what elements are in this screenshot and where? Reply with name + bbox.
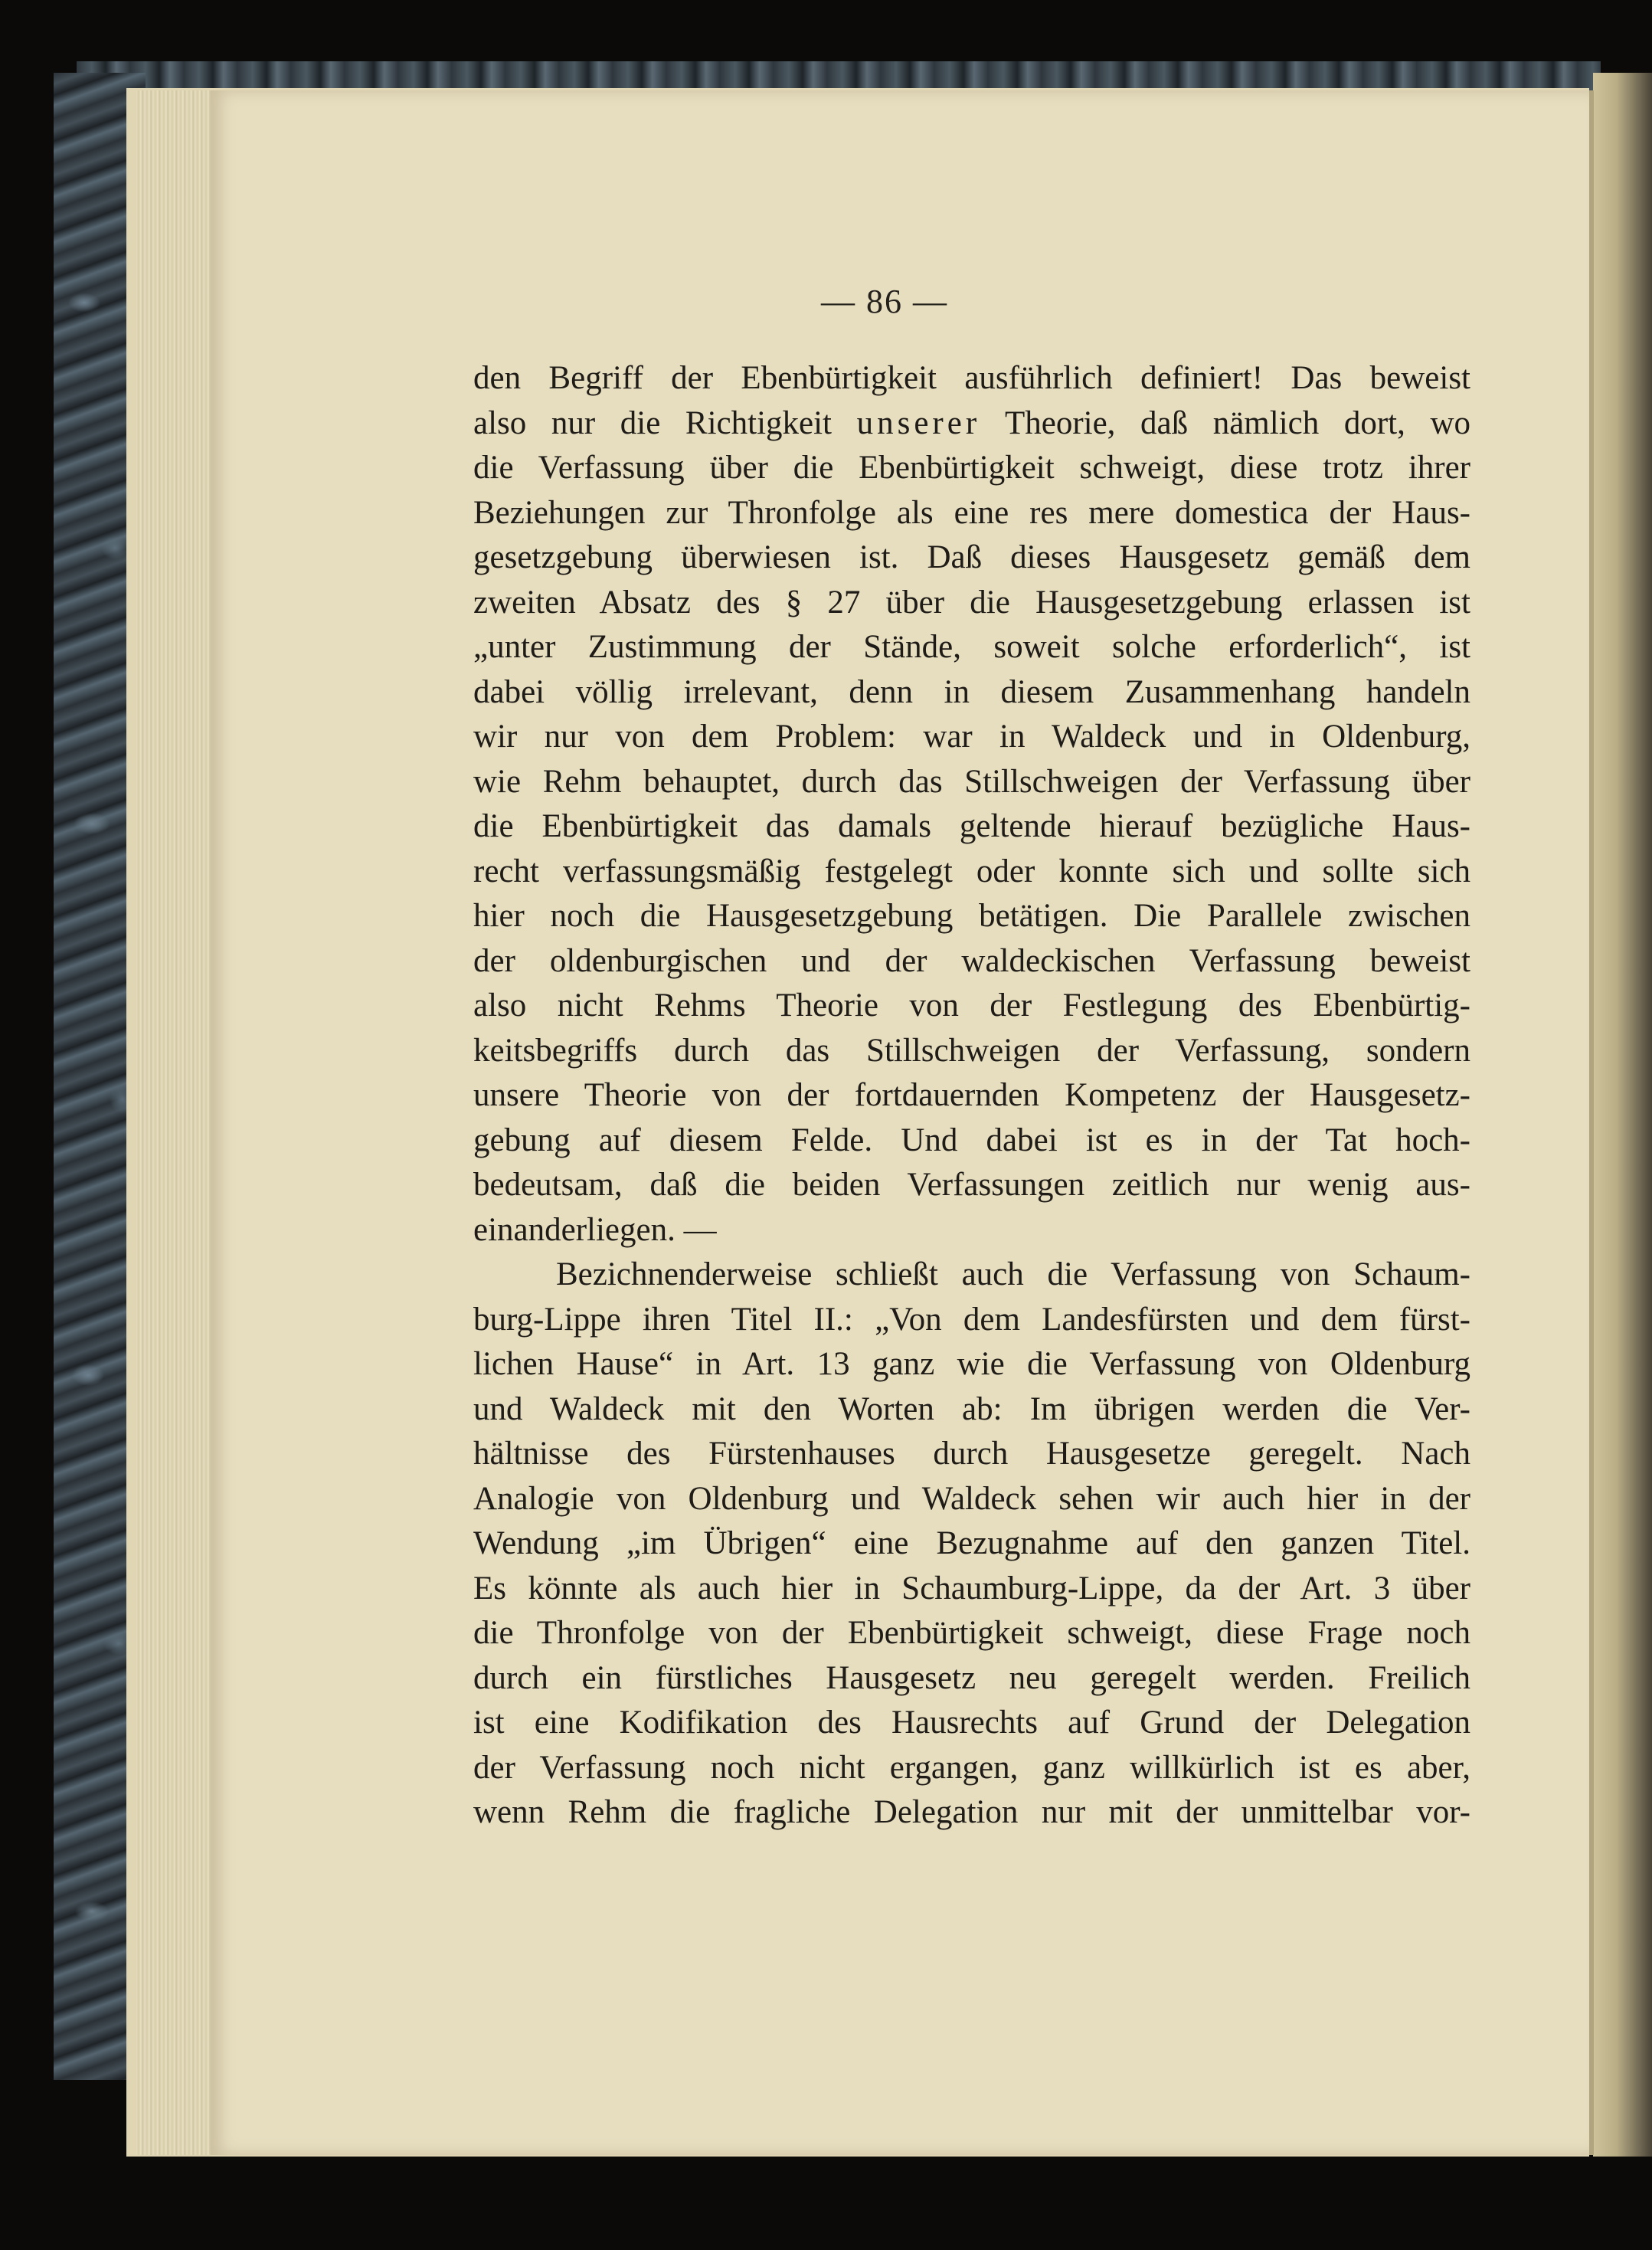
text-line: und Waldeck mit den Worten ab: Im übrigen werden die Ver- [473,1390,1470,1427]
text-line: gebung auf diesem Felde. Und dabei ist es in der Tat hoch- [473,1122,1470,1158]
text-line: keitsbegriffs durch das Stillschweigen der Verfassung, sondern [473,1032,1470,1069]
gutter-fold [1589,90,1594,2155]
text-line: zweiten Absatz des § 27 über die Hausgesetzgebung erlassen ist [473,584,1470,621]
text-line: hier noch die Hausgesetzgebung betätigen. Die Parallele zwischen [473,898,1470,934]
text-line: den Begriff der Ebenbürtigkeit ausführlich definiert! Das beweist [473,360,1470,396]
text-line: der oldenburgischen und der waldeckischen Verfassung beweist [473,942,1470,979]
text-line: bedeutsam, daß die beiden Verfassungen zeitlich nur wenig aus- [473,1167,1470,1203]
text-line: Bezichnenderweise schließt auch die Verfassung von Schaum- [556,1256,1470,1292]
text-line: Es könnte als auch hier in Schaumburg-Lippe, da der Art. 3 über [473,1570,1470,1606]
text-line: die Ebenbürtigkeit das damals geltende hierauf bezügliche Haus- [473,808,1470,844]
text-line [473,401,1470,447]
text-line: also nicht Rehms Theorie von der Festlegung des Ebenbürtig- [473,987,1470,1023]
text-line: burg-Lippe ihren Titel II.: „Von dem Landesfürsten und dem fürst- [473,1301,1470,1338]
text-line: die Verfassung über die Ebenbürtigkeit schweigt, diese trotz ihrer [473,450,1470,486]
text-line: die Thronfolge von der Ebenbürtigkeit schweigt, diese Frage noch [473,1615,1470,1651]
text-line: durch ein fürstliches Hausgesetz neu geregelt werden. Freilich [473,1659,1470,1696]
text-line: wie Rehm behauptet, durch das Stillschweigen der Verfassung über [473,763,1470,800]
page-edges [136,90,221,2155]
text-line: ist eine Kodifikation des Hausrechts auf Grund der Delegation [473,1705,1470,1741]
body-text [473,356,1470,1836]
text-line: unsere Theorie von der fortdauernden Kompetenz der Hausgesetz- [473,1077,1470,1113]
text-line: wenn Rehm die fragliche Delegation nur mit der unmittelbar vor- [473,1794,1470,1830]
page-number: — 86 — [821,283,948,320]
text-line: der Verfassung noch nicht ergangen, ganz willkürlich ist es aber, [473,1749,1470,1786]
opposite-page-edge [1593,73,1652,2157]
text-segment: Theorie, daß nämlich dort, wo [980,404,1471,441]
text-line: hältnisse des Fürstenhauses durch Hausgesetze geregelt. Nach [473,1436,1470,1472]
text-line: gesetzgebung überwiesen ist. Daß dieses Hausgesetz gemäß dem [473,539,1470,575]
text-line: dabei völlig irrelevant, denn in diesem Zusammenhang handeln [473,673,1470,710]
emphasized-word: unserer [856,404,981,441]
text-line: einanderliegen. — [473,1211,717,1248]
text-line: Wendung „im Übrigen“ eine Bezugnahme auf den ganzen Titel. [473,1525,1470,1561]
text-line: Beziehungen zur Thronfolge als eine res mere domestica der Haus- [473,494,1470,531]
text-segment: also nur die Richtigkeit [473,404,857,441]
text-line: recht verfassungsmäßig festgelegt oder konnte sich und sollte sich [473,853,1470,889]
text-line: Analogie von Oldenburg und Waldeck sehen wir auch hier in der [473,1480,1470,1517]
text-line: lichen Hause“ in Art. 13 ganz wie die Verfassung von Oldenburg [473,1346,1470,1382]
text-line: „unter Zustimmung der Stände, soweit solche erforderlich“, ist [473,629,1470,665]
text-line: wir nur von dem Problem: war in Waldeck und in Oldenburg, [473,719,1470,755]
